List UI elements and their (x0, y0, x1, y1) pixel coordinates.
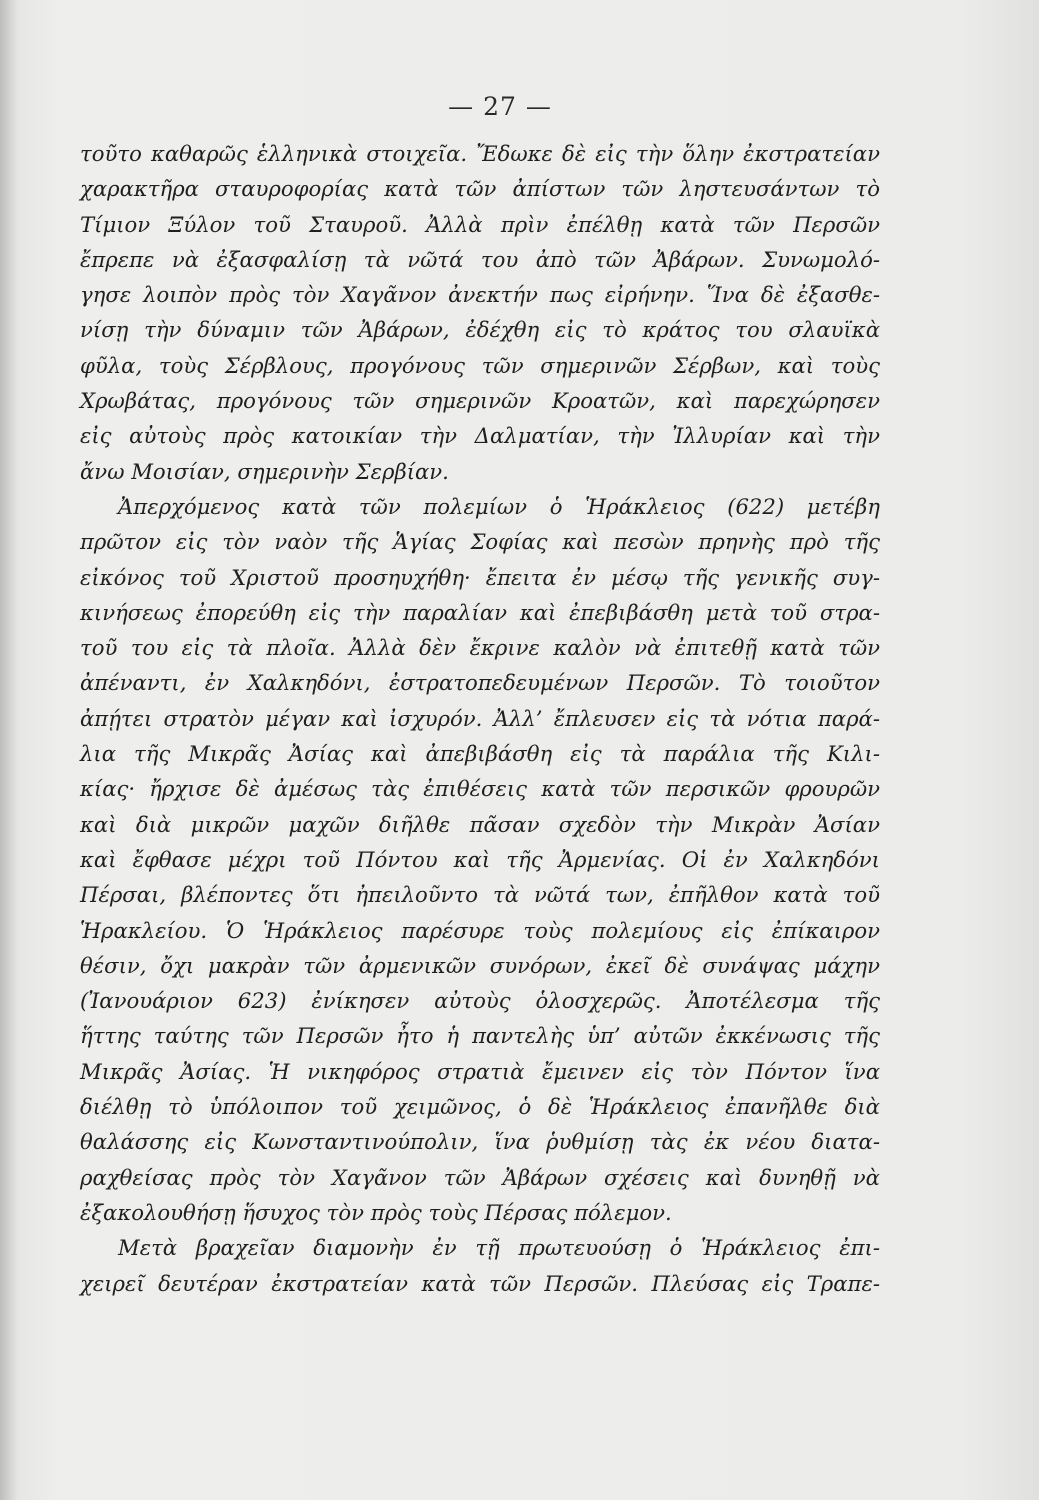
text-line: ἥττης ταύτης τῶν Περσῶν ἦτο ἡ παντελὴς ὑπ’ αὐτῶν ἐκκένωσις τῆς (80, 1023, 880, 1049)
text-line: χειρεῖ δευτέραν ἐκστρατείαν κατὰ τῶν Περσῶν. Πλεύσας εἰς Τραπε- (80, 1270, 880, 1296)
text-line: θαλάσσης εἰς Κωνσταντινούπολιν, ἵνα ῥυθμίσῃ τὰς ἐκ νέου διατα- (80, 1129, 880, 1155)
text-line: θέσιν, ὄχι μακρὰν τῶν ἀρμενικῶν συνόρων, ἐκεῖ δὲ συνάψας μάχην (80, 952, 880, 978)
text-line: εἰκόνος τοῦ Χριστοῦ προσηυχήθη· ἔπειτα ἐν μέσῳ τῆς γενικῆς συγ- (80, 564, 880, 590)
text-line: φῦλα, τοὺς Σέρβλους, προγόνους τῶν σημερινῶν Σέρβων, καὶ τοὺς (80, 352, 880, 378)
text-line: κινήσεως ἐπορεύθη εἰς τὴν παραλίαν καὶ ἐπεβιβάσθη μετὰ τοῦ στρα- (80, 599, 880, 625)
text-line: νίσῃ τὴν δύναμιν τῶν Ἀβάρων, ἐδέχθη εἰς τὸ κράτος του σλαυϊκὰ (80, 317, 880, 343)
text-line: Τίμιον Ξύλον τοῦ Σταυροῦ. Ἀλλὰ πρὶν ἐπέλθῃ κατὰ τῶν Περσῶν (80, 211, 880, 237)
text-line: ραχθείσας πρὸς τὸν Χαγᾶνον τῶν Ἀβάρων σχέσεις καὶ δυνηθῇ νὰ (80, 1164, 880, 1190)
text-line: Χρωβάτας, προγόνους τῶν σημερινῶν Κροατῶν, καὶ παρεχώρησεν (80, 388, 880, 414)
text-line: καὶ ἔφθασε μέχρι τοῦ Πόντου καὶ τῆς Ἀρμενίας. Οἱ ἐν Χαλκηδόνι (80, 846, 880, 872)
text-line: Ἡρακλείου. Ὁ Ἡράκλειος παρέσυρε τοὺς πολεμίους εἰς ἐπίκαιρον (80, 917, 880, 943)
page-number: — 27 — (448, 92, 552, 121)
paragraph-3 (80, 1230, 880, 1301)
text-line: γησε λοιπὸν πρὸς τὸν Χαγᾶνον ἀνεκτήν πως εἰρήνην. Ἵνα δὲ ἐξασθε- (80, 282, 880, 308)
text-line: εἰς αὐτοὺς πρὸς κατοικίαν τὴν Δαλματίαν, τὴν Ἰλλυρίαν καὶ τὴν (80, 423, 880, 449)
text-line: λια τῆς Μικρᾶς Ἀσίας καὶ ἀπεβιβάσθη εἰς τὰ παράλια τῆς Κιλι- (80, 741, 880, 767)
text-line: διέλθῃ τὸ ὑπόλοιπον τοῦ χειμῶνος, ὁ δὲ Ἡράκλειος ἐπανῆλθε διὰ (80, 1094, 880, 1120)
text-line: ἔπρεπε νὰ ἐξασφαλίσῃ τὰ νῶτά του ἀπὸ τῶν Ἀβάρων. Συνωμολό- (80, 246, 880, 272)
text-line: Ἀπερχόμενος κατὰ τῶν πολεμίων ὁ Ἡράκλειος (622) μετέβη (118, 493, 880, 519)
paragraph-1 (80, 136, 880, 489)
text-line: τοῦτο καθαρῶς ἑλληνικὰ στοιχεῖα. Ἔδωκε δὲ εἰς τὴν ὅλην ἐκστρατείαν (80, 141, 880, 166)
text-line: ἄνω Μοισίαν, σημερινὴν Σερβίαν. (80, 458, 449, 484)
text-line: τοῦ του εἰς τὰ πλοῖα. Ἀλλὰ δὲν ἔκρινε καλὸν νὰ ἐπιτεθῇ κατὰ τῶν (80, 635, 880, 661)
text-line: ἀπέναντι, ἐν Χαλκηδόνι, ἐστρατοπεδευμένων Περσῶν. Τὸ τοιοῦτον (80, 670, 880, 696)
text-line: κίας· ἤρχισε δὲ ἀμέσως τὰς ἐπιθέσεις κατὰ τῶν περσικῶν φρουρῶν (80, 776, 880, 802)
text-line: Πέρσαι, βλέποντες ὅτι ἠπειλοῦντο τὰ νῶτά των, ἐπῆλθον κατὰ τοῦ (80, 882, 880, 908)
text-line: πρῶτον εἰς τὸν ναὸν τῆς Ἁγίας Σοφίας καὶ πεσὼν πρηνὴς πρὸ τῆς (80, 529, 880, 555)
text-line: καὶ διὰ μικρῶν μαχῶν διῆλθε πᾶσαν σχεδὸν τὴν Μικρὰν Ἀσίαν (80, 811, 880, 837)
text-line: Μικρᾶς Ἀσίας. Ἡ νικηφόρος στρατιὰ ἔμεινεν εἰς τὸν Πόντον ἵνα (80, 1058, 880, 1084)
text-line: ἐξακολουθήσῃ ἥσυχος τὸν πρὸς τοὺς Πέρσας πόλεμον. (80, 1199, 672, 1225)
text-line: (Ἰανουάριον 623) ἐνίκησεν αὐτοὺς ὁλοσχερῶς. Ἀποτέλεσμα τῆς (80, 988, 880, 1014)
text-line: Μετὰ βραχεῖαν διαμονὴν ἐν τῇ πρωτευούσῃ ὁ Ἡράκλειος ἐπι- (118, 1235, 880, 1261)
body-text (80, 136, 880, 1301)
text-line: χαρακτῆρα σταυροφορίας κατὰ τῶν ἀπίστων τῶν ληστευσάντων τὸ (80, 176, 880, 202)
paragraph-2 (80, 489, 880, 1230)
text-line: ἀπῄτει στρατὸν μέγαν καὶ ἰσχυρόν. Ἀλλ’ ἔπλευσεν εἰς τὰ νότια παρά- (80, 705, 880, 731)
